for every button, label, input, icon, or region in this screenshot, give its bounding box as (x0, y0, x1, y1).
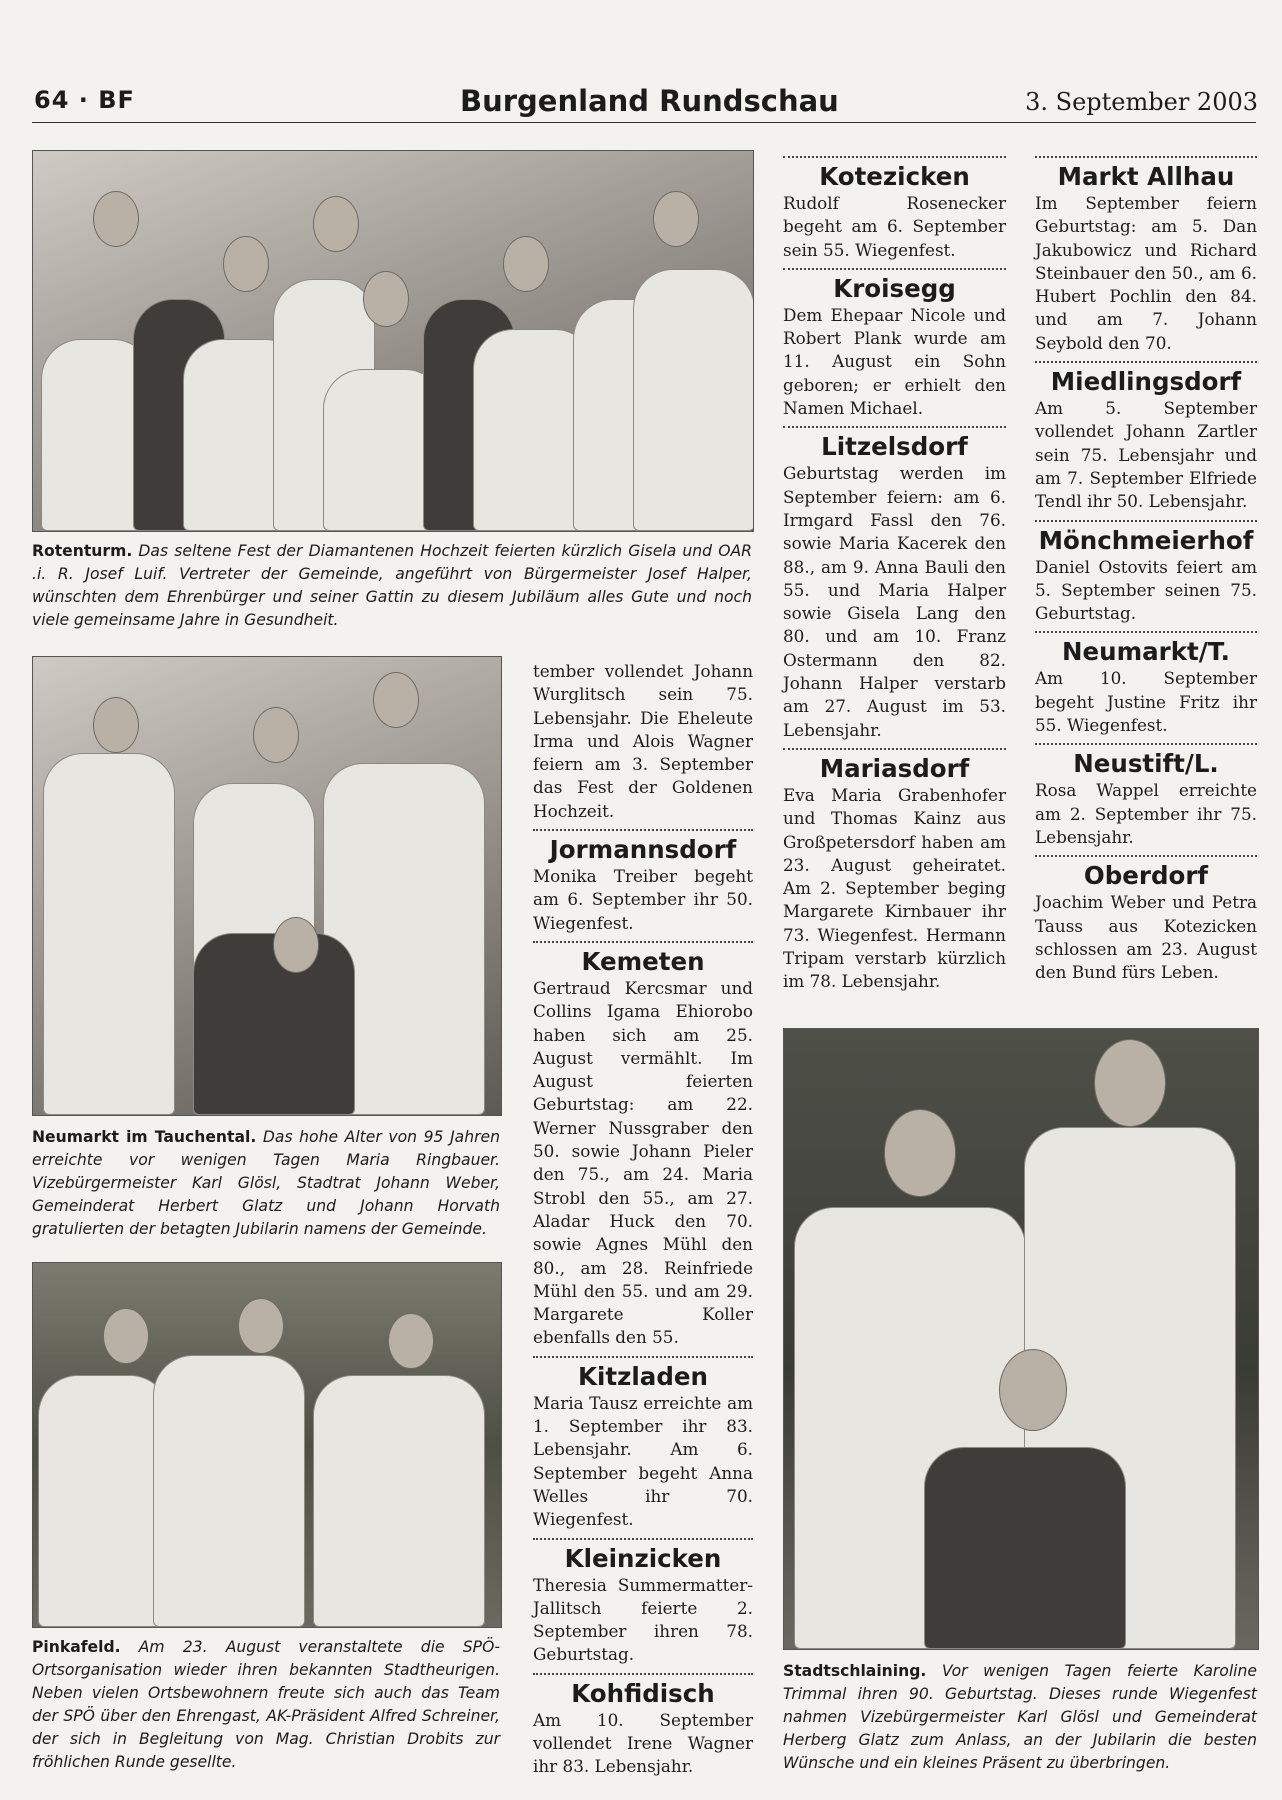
section-title: Markt Allhau (1057, 162, 1235, 191)
section-divider (1035, 631, 1257, 633)
section-body: Am 5. September vollendet Johann Zartler sein 75. Lebensjahr und am 7. September Elfriede Tendl ihr 50. Lebensjahr. (1035, 398, 1257, 512)
section-title: Kotezicken (819, 162, 970, 191)
section-title: Litzelsdorf (821, 432, 968, 462)
section-body: Geburtstag werden im September feiern: am 6. Irmgard Fassl den 76. sowie Maria Kacerek den 88., am 9. Anna Bauli den 55. und Maria Halper sowie Gisela Lang den 80. und am 10. Franz Ostermann den 82. Johann Halper verstarb am 27. August im 53. Lebensjahr. (783, 463, 1006, 740)
caption-pinkafeld: Pinkafeld. Am 23. August veranstaltete die SPÖ-Ortsorganisation wieder ihren bekannten Stadtheurigen. Neben vielen Ortsbewohnern freute sich auch das Team der SPÖ über den Ehrengast, AK-Präsident Alfred Schreiner, der sich in Begleitung von Mag. Christian Drobits zur fröhlichen Runde gesellte. (32, 1638, 500, 1771)
section-body: Maria Tausz erreichte am 1. September ihr 83. Lebensjahr. Am 6. September begeht Anna Welles ihr 70. Wiegenfest. (533, 1392, 753, 1530)
caption-rotenturm: Rotenturm. Das seltene Fest der Diamantenen Hochzeit feierten kürzlich Gisela und OAR .i. R. Josef Luif. Vertreter der Gemeinde, angeführt von Bürgermeister Josef Halper, wünschten dem Ehrenbürger und seiner Gattin zu diesem Jubiläum alles Gute und noch viele gemeinsame Jahre in Gesundheit. (32, 542, 752, 629)
section-body: Am 10. September vollendet Irene Wagner ihr 83. Lebensjahr. (533, 1709, 753, 1777)
issue-date: 3. September 2003 (1025, 88, 1258, 116)
section-body: Eva Maria Grabenhofer und Thomas Kainz aus Großpetersdorf haben am 23. August geheiratet. Am 2. September beging Margarete Kirnbauer ihr 73. Wiegenfest. Hermann Tripam verstarb kürzlich im 78. Lebensjahr. (783, 784, 1006, 992)
section-body: Monika Treiber begeht am 6. September ihr 50. Wiegenfest. (533, 866, 753, 933)
header-rule (32, 122, 1256, 123)
section-title: Kroisegg (833, 273, 956, 303)
section-body: Joachim Weber und Petra Tauss aus Kotezicken schlossen am 23. August den Bund fürs Leben. (1035, 892, 1257, 983)
section-body: Theresia Summermatter-Jallitsch feierte 2. September ihren 78. Geburtstag. (533, 1574, 753, 1665)
section-divider (533, 941, 753, 943)
photo-neumarkt (32, 656, 502, 1116)
section-body: Dem Ehepaar Nicole und Robert Plank wurde am 11. August ein Sohn geboren; er erhielt den Namen Michael. (783, 304, 1006, 419)
section-body: Rudolf Rosenecker begeht am 6. September sein 55. Wiegenfest. (783, 193, 1006, 260)
section-title: Miedlingsdorf (1050, 367, 1242, 397)
section-body: Am 10. September begeht Justine Fritz ihr 55. Wiegenfest. (1035, 668, 1257, 736)
section-title: Kohfidisch (571, 1678, 715, 1708)
section-divider (1035, 520, 1257, 522)
section-body: Im September feiern Geburtstag: am 5. Dan Jakubowicz und Richard Steinbauer den 50., am 6. Hubert Pochlin den 84. und am 7. Johann Seybold den 70. (1035, 193, 1257, 353)
section-divider (1035, 156, 1257, 158)
section-divider (1035, 743, 1257, 745)
section-divider (783, 748, 1006, 750)
carryover-text: tember vollendet Johann Wurglitsch sein 75. Lebensjahr. Die Eheleute Irma und Alois Wagner feiern am 3. September das Fest der Goldenen Hochzeit. (533, 661, 753, 821)
photo-pinkafeld (32, 1262, 502, 1628)
section-divider (533, 829, 753, 831)
section-title: Mönchmeierhof (1038, 525, 1254, 555)
photo-stadtschlaining (783, 1028, 1259, 1650)
section-divider (783, 268, 1006, 270)
section-title: Jormannsdorf (549, 835, 737, 865)
section-divider (533, 1356, 753, 1358)
section-body: Gertraud Kercsmar und Collins Igama Ehiorobo haben sich am 25. August vermählt. Im August feierten Geburtstag: am 22. Werner Nussgraber den 50. sowie Johann Pieler den 75., am 24. Maria Strobl den 55., am 27. Aladar Huck den 70. sowie Agnes Mühl den 80., am 28. Reinfriede Mühl den 55. und am 29. Margarete Koller ebenfalls den 55. (533, 977, 753, 1348)
publication-title: Burgenland Rundschau (460, 84, 839, 118)
section-divider (1035, 361, 1257, 363)
page-label: 64 · BF (34, 86, 135, 114)
section-title: Kleinzicken (564, 1543, 722, 1573)
section-title: Mariasdorf (819, 753, 970, 783)
section-divider (1035, 855, 1257, 857)
section-title: Kemeten (581, 946, 705, 976)
section-title: Kitzladen (578, 1361, 708, 1391)
caption-stadtschlaining: Stadtschlaining. Vor wenigen Tagen feierte Karoline Trimmal ihren 90. Geburtstag. Dieses runde Wiegenfest nahmen Vizebürgermeister Karl Glösl und Gemeinderat Herberg Glatz zum Anlass, an der Jubilarin die besten Wünsche und ein kleines Präsent zu überbringen. (783, 1662, 1257, 1772)
column-2 (533, 660, 753, 1779)
section-title: Oberdorf (1083, 861, 1209, 891)
section-divider (783, 156, 1006, 158)
photo-rotenturm (32, 150, 754, 532)
section-divider (533, 1673, 753, 1675)
section-divider (533, 1538, 753, 1540)
section-title: Neustift/L. (1073, 749, 1219, 779)
section-divider (783, 426, 1006, 428)
section-body: Daniel Ostovits feiert am 5. September seinen 75. Geburtstag. (1035, 556, 1257, 624)
column-3 (783, 150, 1006, 994)
section-body: Rosa Wappel erreichte am 2. September ihr 75. Lebensjahr. (1035, 780, 1257, 847)
section-title: Neumarkt/T. (1062, 637, 1230, 667)
caption-neumarkt: Neumarkt im Tauchental. Das hohe Alter von 95 Jahren erreichte vor wenigen Tagen Maria Ringbauer. Vizebürgermeister Karl Glösl, Stadtrat Johann Weber, Gemeinderat Herbert Glatz und Johann Horvath gratulierten der betagten Jubilarin namens der Gemeinde. (32, 1128, 500, 1238)
column-4 (1035, 150, 1257, 984)
